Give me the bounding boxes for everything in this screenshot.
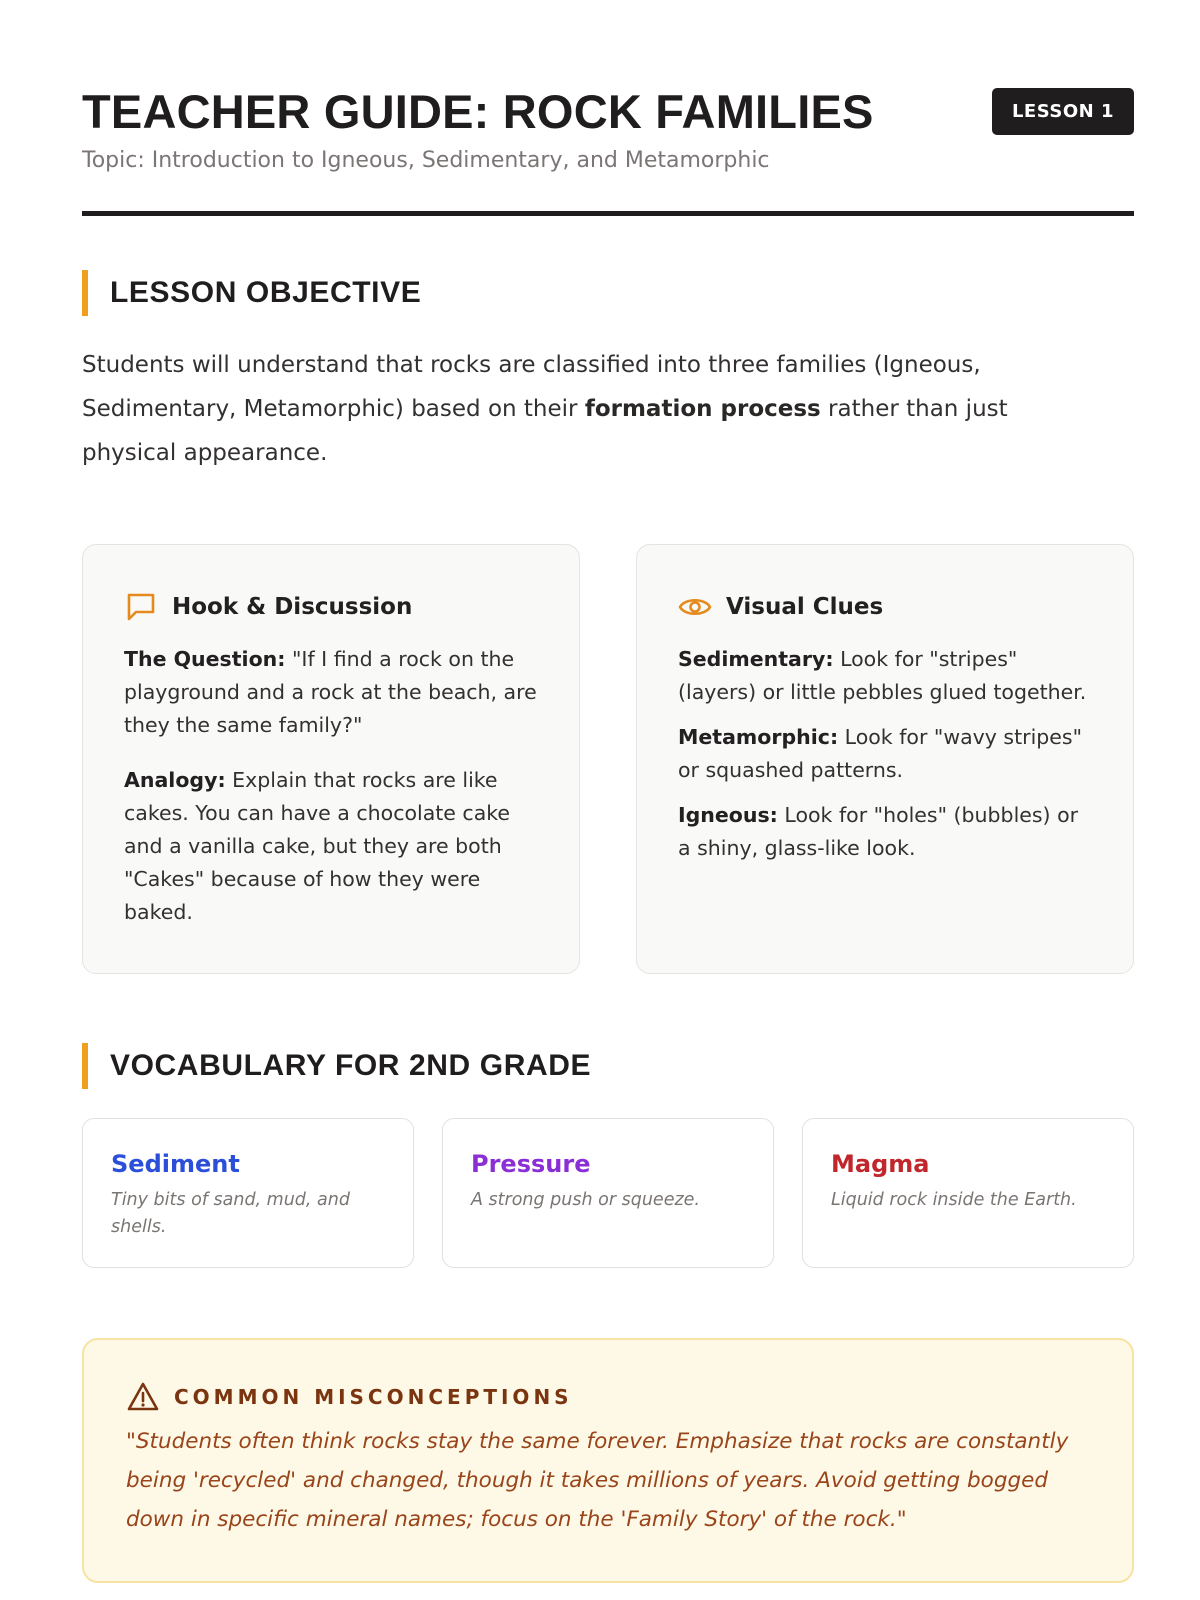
objective-text-bold: formation process: [584, 396, 821, 422]
objective-text-end: rather than just physical appearance.: [82, 396, 1008, 466]
objective-heading-text: LESSON OBJECTIVE: [110, 276, 422, 309]
misconceptions-title: [126, 1380, 1092, 1414]
hook-question: [124, 643, 539, 742]
clue-label: Metamorphic:: [678, 725, 839, 749]
vocab-term: Magma: [831, 1150, 930, 1178]
clues-card-title: [678, 589, 1093, 625]
analogy-text: Explain that rocks are like cakes. You can have a chocolate cake and a vanilla cake, but they are both "Cakes" because of how they were baked.: [124, 768, 511, 924]
eye-icon: [678, 590, 712, 624]
clue-igneous: [678, 799, 1093, 865]
accent-bar: [82, 270, 88, 316]
page-subtitle: Topic: Introduction to Igneous, Sedimentary, and Metamorphic: [82, 148, 770, 173]
misconceptions-text: "Students often think rocks stay the same forever. Emphasize that rocks are constantly being 'recycled' and changed, though it takes millions of years. Avoid getting bogged down in specific mineral names; focus on the 'Family Story' of the rock.": [126, 1429, 1069, 1532]
warning-triangle-icon: [126, 1380, 160, 1414]
clue-label: Sedimentary:: [678, 647, 834, 671]
lesson-badge: LESSON 1: [992, 88, 1134, 135]
hook-card-title: [124, 589, 539, 625]
clue-label: Igneous:: [678, 803, 778, 827]
objective-text-start: Students will understand that rocks are classified into three families (Igneous, Sedimentary, Metamorphic) based on their: [82, 352, 981, 422]
vocab-definition: Liquid rock inside the Earth.: [831, 1190, 1077, 1210]
misconceptions-box: [82, 1338, 1134, 1583]
analogy-label: Analogy:: [124, 768, 226, 792]
clue-text: Look for "holes" (bubbles) or a shiny, glass-like look.: [678, 803, 1079, 860]
vocabulary-heading-text: VOCABULARY FOR 2ND GRADE: [110, 1049, 592, 1082]
visual-clues-card: [636, 544, 1134, 974]
question-text: "If I find a rock on the playground and a rock at the beach, are they the same family?": [124, 647, 537, 737]
vocab-definition: A strong push or squeeze.: [471, 1190, 700, 1210]
clue-text: Look for "wavy stripes" or squashed patterns.: [678, 725, 1083, 782]
vocabulary-heading: [82, 1043, 591, 1089]
misconceptions-title-text: COMMON MISCONCEPTIONS: [174, 1385, 573, 1409]
hook-analogy: [124, 764, 539, 929]
vocab-card-sediment: [82, 1118, 414, 1268]
question-label: The Question:: [124, 647, 286, 671]
clue-sedimentary: [678, 643, 1093, 709]
page-title: TEACHER GUIDE: ROCK FAMILIES: [82, 85, 874, 138]
clue-metamorphic: [678, 721, 1093, 787]
hook-card-title-text: Hook & Discussion: [172, 594, 413, 620]
clue-text: Look for "stripes" (layers) or little pebbles glued together.: [678, 647, 1087, 704]
vocab-card-magma: [802, 1118, 1134, 1268]
accent-bar: [82, 1043, 88, 1089]
vocab-card-pressure: [442, 1118, 774, 1268]
clues-card-title-text: Visual Clues: [726, 594, 884, 620]
vocab-term: Pressure: [471, 1150, 591, 1178]
page-header: [82, 0, 1134, 216]
teacher-guide-page: [82, 0, 1134, 1532]
vocab-definition: Tiny bits of sand, mud, and shells.: [111, 1190, 350, 1237]
vocab-term: Sediment: [111, 1150, 240, 1178]
objective-heading: [82, 270, 421, 316]
chat-bubble-icon: [124, 590, 158, 624]
hook-discussion-card: [82, 544, 580, 974]
objective-text: [82, 343, 1082, 475]
